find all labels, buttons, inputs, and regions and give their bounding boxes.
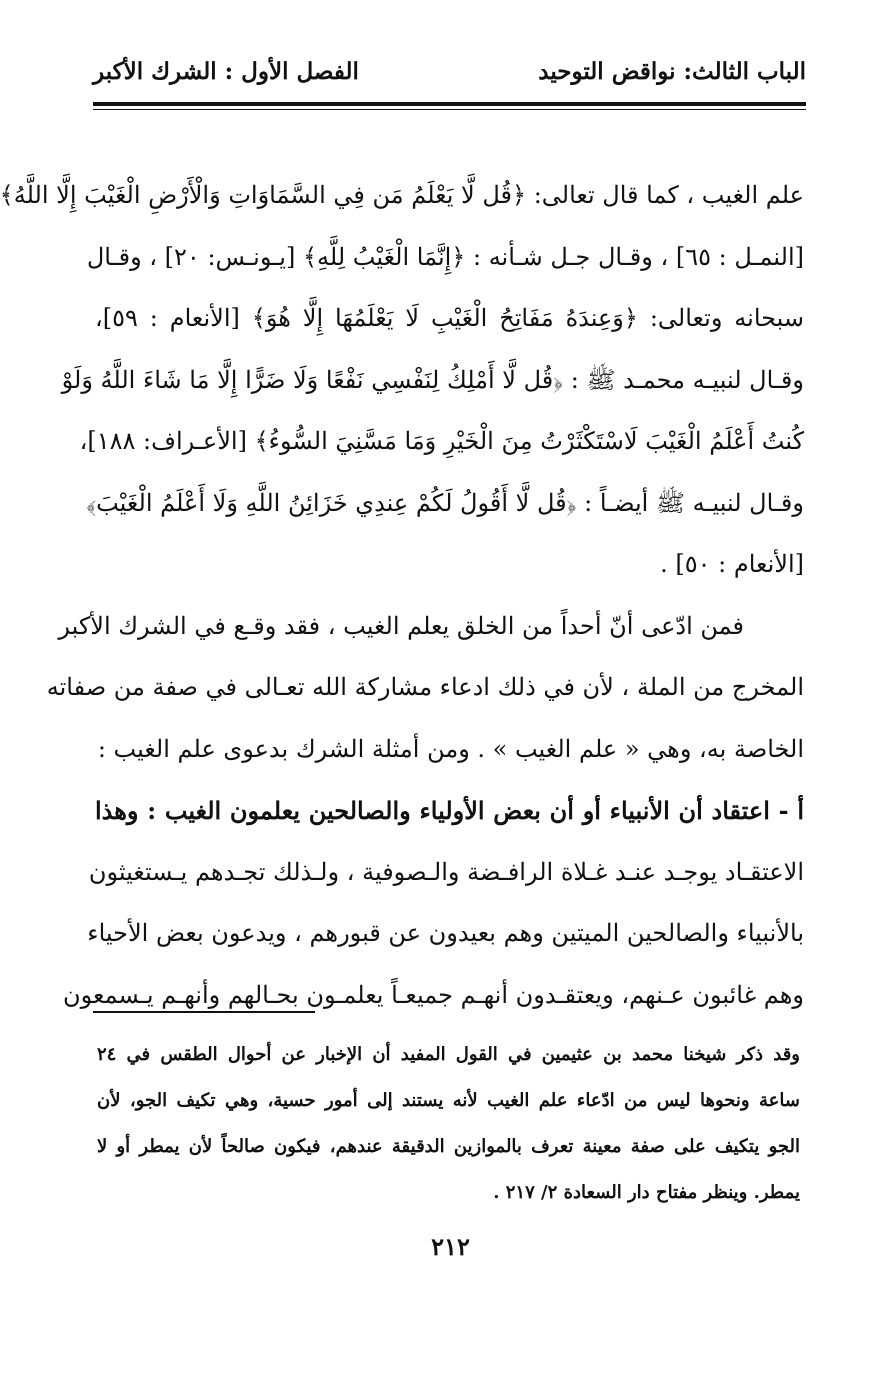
body-line: كُنتُ أَعْلَمُ الْغَيْبَ لَاسْتَكْثَرْتُ مِنَ الْخَيْرِ وَمَا مَسَّنِيَ السُّوءُ﴾ [الأعـراف: ١٨٨]، <box>79 427 804 455</box>
body-line: بالأنبياء والصالحين الميتين وهم بعيدون عن قبورهم ، ويدعون بعض الأحياء <box>87 919 804 947</box>
section-title: الفصل الأول : الشرك الأكبر <box>93 58 359 85</box>
body-line: علم الغيب ، كما قال تعالى: ﴿قُل لَّا يَعْلَمُ مَن فِي السَّمَاوَاتِ وَالْأَرْضِ الْغَيْبَ إِلَّا اللَّهُ﴾ <box>0 181 804 209</box>
body-line: [النمـل : ٦٥] ، وقـال جـل شـأنه : ﴿إِنَّمَا الْغَيْبُ لِلَّهِ﴾ [يـونـس: ٢٠] ، وقـال <box>86 242 804 271</box>
body-line-heading: أ - اعتقاد أن الأنبياء أو أن بعض الأولياء والصالحين يعلمون الغيب : وهذا <box>95 796 804 825</box>
page-number: ٢١٢ <box>431 1232 470 1261</box>
header-rule-thick <box>93 102 806 106</box>
footnote-line: يمطر. وينظر مفتاح دار السعادة ٢/ ٢١٧ . <box>493 1182 800 1203</box>
body-line: سبحانه وتعالى: ﴿وَعِندَهُ مَفَاتِحُ الْغَيْبِ لَا يَعْلَمُهَا إِلَّا هُوَ﴾ [الأنعام : ٥٩]، <box>95 304 804 332</box>
footnote-line: الجو يتكيف على صفة معينة تعرف بالموازين الدقيقة عندهم، فيكون صالحاً لأن يمطر أو لا <box>97 1136 800 1157</box>
running-header <box>93 52 806 92</box>
body-line: [الأنعام : ٥٠] . <box>660 550 804 578</box>
header-rule-thin <box>93 109 806 110</box>
footnote-line: وقد ذكر شيخنا محمد بن عثيمين في القول المفيد أن الإخبار عن أحوال الطقس في ٢٤ <box>97 1044 800 1065</box>
body-line: الخاصة به، وهي « علم الغيب » . ومن أمثلة الشرك بدعوى علم الغيب : <box>97 734 804 763</box>
footnote-separator <box>93 1011 315 1013</box>
footnote-line: ساعة ونحوها ليس من ادّعاء علم الغيب لأنه يستند إلى أمور حسية، وهي تكيف الجو، لأن <box>97 1090 800 1111</box>
body-line: فمن ادّعى أنّ أحداً من الخلق يعلم الغيب ، فقد وقـع في الشرك الأكبر <box>58 611 744 640</box>
body-text <box>0 165 804 1026</box>
body-line: وقـال لنبيـه ﷺ أيضـاً : ﴿قُل لَّا أَقُولُ لَكُمْ عِندِي خَزَائِنُ اللَّهِ وَلَا أَعْلَمُ الْغَيْبَ﴾ <box>86 488 804 517</box>
footnote <box>97 1032 800 1216</box>
chapter-title: الباب الثالث: نواقض التوحيد <box>538 58 806 85</box>
body-line: الاعتقـاد يوجـد عنـد غـلاة الرافـضة والـصوفية ، ولـذلك تجـدهم يـستغيثون <box>88 857 804 886</box>
body-line: المخرج من الملة ، لأن في ذلك ادعاء مشاركة الله تعـالى في صفة من صفاته <box>46 673 804 701</box>
body-line: وقـال لنبيـه محمـد ﷺ : ﴿قُل لَّا أَمْلِكُ لِنَفْسِي نَفْعًا وَلَا ضَرًّا إِلَّا مَا شَاءَ اللَّهُ وَلَوْ <box>61 365 804 394</box>
body-line: وهم غائبون عـنهم، ويعتقـدون أنهـم جميعـاً يعلمـون بحـالهم وأنهـم يـسمعون <box>62 980 804 1009</box>
